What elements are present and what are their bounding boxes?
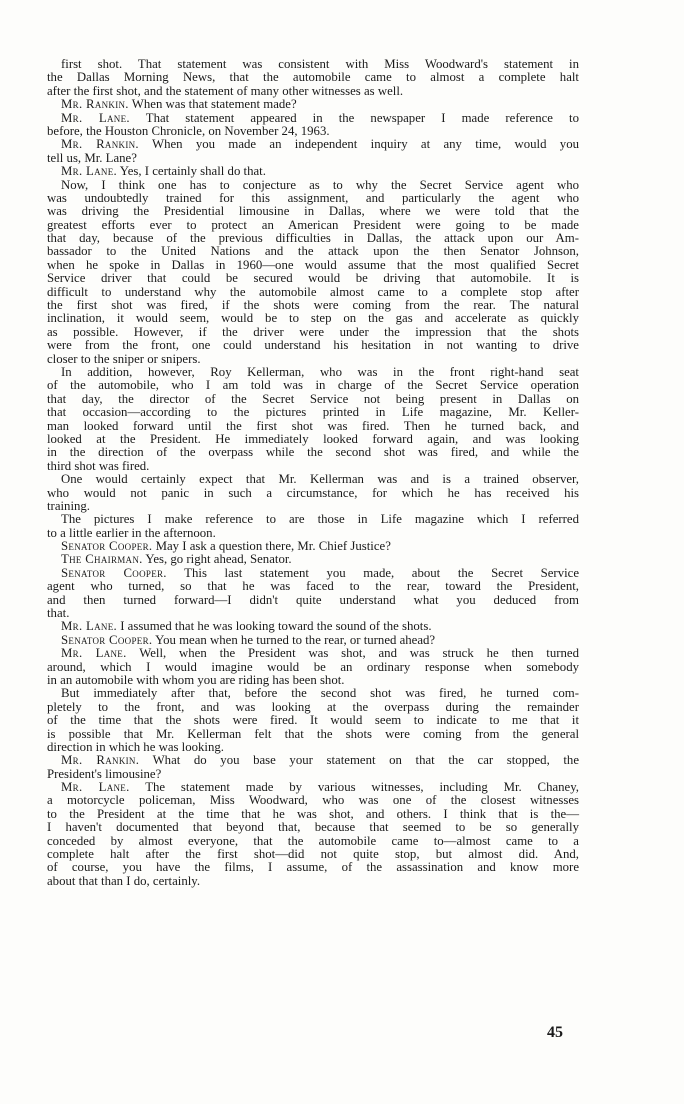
- text-line: [47, 112, 579, 125]
- text-line: [47, 768, 579, 781]
- line-text: bassador to the United Nations and the attack upon the then Senator Johnson,: [47, 244, 579, 259]
- text-line: [47, 794, 579, 807]
- speaker-name: Mr. Rankin.: [61, 753, 140, 768]
- text-line: [47, 848, 579, 861]
- speaker-name: Mr. Rankin.: [61, 97, 129, 112]
- text-line: [47, 165, 579, 178]
- paragraph: [47, 58, 579, 98]
- text-line: [47, 286, 579, 299]
- line-text: difficult to understand why the automobile almost came to a complete stop after: [47, 284, 579, 299]
- text-line: [47, 513, 579, 526]
- line-text: closer to the sniper or snipers.: [47, 351, 201, 366]
- text-line: [47, 607, 579, 620]
- line-text: as possible. However, if the driver were under the impression that the shots: [47, 324, 579, 339]
- text-line: [47, 85, 579, 98]
- text-line: [47, 674, 579, 687]
- text-line: [47, 594, 579, 607]
- text-line: [47, 567, 579, 580]
- paragraph: [47, 179, 579, 366]
- speaker-name: Mr. Lane.: [61, 164, 117, 179]
- speaker-name: Senator Cooper.: [61, 632, 153, 647]
- text-line: [47, 205, 579, 218]
- line-text: Service driver that could be secured would be driving that automobile. It is: [47, 271, 579, 286]
- line-text: You mean when he turned to the rear, or turned ahead?: [155, 632, 436, 647]
- text-line: [47, 125, 579, 138]
- line-text: One would certainly expect that Mr. Kellerman was and is a trained observer,: [61, 472, 579, 487]
- line-text: to the President at the time that he was shot, and others. I think that is the—: [47, 806, 579, 821]
- line-text: the Dallas Morning News, that the automobile came to almost a complete halt: [47, 70, 579, 85]
- line-text: looked at the President. He immediately looked forward again, and was looking: [47, 431, 579, 446]
- text-line: [47, 460, 579, 473]
- line-text: pletely to the front, and was looking at the overpass during the remainder: [47, 699, 579, 714]
- line-text: was driving the Presidential limousine in Dallas, where we were told that the: [47, 204, 579, 219]
- text-line: [47, 299, 579, 312]
- text-line: [47, 687, 579, 700]
- paragraph: [47, 366, 579, 473]
- speaker-name: Mr. Rankin.: [61, 137, 139, 152]
- line-text: That statement appeared in the newspaper I made reference to: [145, 110, 580, 125]
- speaker-name: Senator Cooper.: [61, 565, 167, 580]
- speaker-name: Mr. Lane.: [61, 780, 130, 795]
- text-line: [47, 232, 579, 245]
- line-text: tell us, Mr. Lane?: [47, 150, 137, 165]
- line-text: is possible that Mr. Kellerman felt that the shots were coming from the general: [47, 726, 579, 741]
- line-text: This last statement you made, about the Secret Service: [184, 565, 580, 580]
- line-text: and then turned forward—I didn't quite understand what you deduced from: [47, 592, 579, 607]
- dialogue-paragraph: [47, 634, 579, 647]
- dialogue-paragraph: [47, 138, 579, 165]
- text-line: [47, 406, 579, 419]
- text-line: [47, 808, 579, 821]
- text-line: [47, 219, 579, 232]
- testimony-text: [47, 58, 579, 888]
- text-line: [47, 714, 579, 727]
- text-line: [47, 366, 579, 379]
- line-text: in the direction of the overpass while the second shot was fired, and while the: [47, 445, 579, 460]
- text-line: [47, 272, 579, 285]
- text-line: [47, 245, 579, 258]
- text-line: [47, 353, 579, 366]
- line-text: before, the Houston Chronicle, on November 24, 1963.: [47, 123, 330, 138]
- text-line: [47, 71, 579, 84]
- text-line: [47, 540, 579, 553]
- line-text: that day, the director of the Secret Service not being present in Dallas on: [47, 391, 579, 406]
- text-line: [47, 259, 579, 272]
- line-text: When was that statement made?: [131, 97, 297, 112]
- line-text: a motorcycle policeman, Miss Woodward, who was one of the closest witnesses: [47, 793, 579, 808]
- text-line: [47, 821, 579, 834]
- dialogue-paragraph: [47, 781, 579, 888]
- text-line: [47, 138, 579, 151]
- line-text: man looked forward until the first shot was fired. Then he turned back, and: [47, 418, 579, 433]
- dialogue-paragraph: [47, 754, 579, 781]
- text-line: [47, 835, 579, 848]
- text-line: [47, 701, 579, 714]
- line-text: who would not panic in such a circumstance, for which he has received his: [47, 485, 579, 500]
- line-text: inclination, it would seem, would be to step on the gas and accelerate as quickly: [47, 311, 579, 326]
- line-text: of the automobile, who I am told was in charge of the Secret Service operation: [47, 378, 579, 393]
- text-line: [47, 179, 579, 192]
- line-text: The statement made by various witnesses, including Mr. Chaney,: [145, 780, 580, 795]
- line-text: first shot. That statement was consistent with Miss Woodward's statement in: [61, 57, 579, 71]
- line-text: I haven't documented that beyond that, because that seemed to be so generally: [47, 820, 579, 835]
- paragraph: [47, 473, 579, 513]
- line-text: that occasion—according to the pictures printed in Life magazine, Mr. Keller-: [47, 405, 579, 420]
- text-line: [47, 781, 579, 794]
- line-text: President's limousine?: [47, 766, 162, 781]
- line-text: were from the front, one could understand his hesitation in not wanting to drive: [47, 338, 579, 353]
- text-line: [47, 875, 579, 888]
- line-text: complete halt after the first shot—did not quite stop, but almost did. And,: [47, 847, 579, 862]
- line-text: Well, when the President was shot, and was struck he then turned: [139, 646, 579, 661]
- text-line: [47, 580, 579, 593]
- line-text: the first shot was fired, if the shots were coming from the rear. The natural: [47, 298, 579, 313]
- line-text: in an automobile with whom you are riding has been shot.: [47, 672, 345, 687]
- line-text: third shot was fired.: [47, 458, 150, 473]
- line-text: to a little earlier in the afternoon.: [47, 525, 216, 540]
- line-text: of the time that the shots were fired. It would seem to indicate to me that it: [47, 713, 579, 728]
- line-text: What do you base your statement on that the car stopped, the: [152, 753, 580, 768]
- dialogue-paragraph: [47, 553, 579, 566]
- line-text: Now, I think one has to conjecture as to why the Secret Service agent who: [61, 177, 579, 192]
- text-line: [47, 634, 579, 647]
- text-line: [47, 861, 579, 874]
- line-text: The pictures I make reference to are those in Life magazine which I referred: [61, 512, 579, 527]
- line-text: that.: [47, 606, 70, 621]
- dialogue-paragraph: [47, 620, 579, 633]
- text-line: [47, 553, 579, 566]
- text-line: [47, 500, 579, 513]
- speaker-name: The Chairman.: [61, 552, 143, 567]
- line-text: greatest efforts ever to protect an American President were going to be made: [47, 217, 579, 232]
- line-text: agent who turned, so that he was faced to the rear, toward the President,: [47, 579, 579, 594]
- text-line: [47, 326, 579, 339]
- text-line: [47, 446, 579, 459]
- line-text: of course, you have the films, I assume, of the assassination and know more: [47, 860, 579, 875]
- line-text: In addition, however, Roy Kellerman, who was in the front right-hand seat: [61, 364, 579, 379]
- text-line: [47, 527, 579, 540]
- text-line: [47, 98, 579, 111]
- line-text: about that than I do, certainly.: [47, 873, 201, 888]
- line-text: that day, because of the previous difficulties in Dallas, the attack upon our Am-: [47, 231, 579, 246]
- speaker-name: Mr. Lane.: [61, 619, 117, 634]
- text-line: [47, 473, 579, 486]
- text-line: [47, 192, 579, 205]
- speaker-name: Senator Cooper.: [61, 539, 153, 554]
- line-text: When you made an independent inquiry at any time, would you: [152, 137, 580, 152]
- text-line: [47, 661, 579, 674]
- text-line: [47, 728, 579, 741]
- line-text: around, which I would imagine would be an ordinary response when somebody: [47, 659, 579, 674]
- text-line: [47, 620, 579, 633]
- line-text: May I ask a question there, Mr. Chief Justice?: [155, 539, 391, 554]
- dialogue-paragraph: [47, 98, 579, 111]
- speaker-name: Mr. Lane.: [61, 646, 127, 661]
- text-line: [47, 487, 579, 500]
- dialogue-paragraph: [47, 540, 579, 553]
- speaker-name: Mr. Lane.: [61, 110, 130, 125]
- paragraph: [47, 687, 579, 754]
- paragraph: [47, 513, 579, 540]
- line-text: was undoubtedly trained for this assignment, and particularly the agent who: [47, 190, 579, 205]
- text-line: [47, 58, 579, 71]
- text-line: [47, 420, 579, 433]
- line-text: Yes, go right ahead, Senator.: [145, 552, 292, 567]
- text-line: [47, 741, 579, 754]
- line-text: when he spoke in Dallas in 1960—one would assume that the most qualified Secret: [47, 257, 579, 272]
- dialogue-paragraph: [47, 112, 579, 139]
- line-text: direction in which he was looking.: [47, 739, 224, 754]
- line-text: But immediately after that, before the second shot was fired, he turned com-: [61, 686, 579, 701]
- text-line: [47, 152, 579, 165]
- dialogue-paragraph: [47, 567, 579, 621]
- line-text: training.: [47, 498, 91, 513]
- text-line: [47, 339, 579, 352]
- line-text: Yes, I certainly shall do that.: [119, 164, 266, 179]
- dialogue-paragraph: [47, 647, 579, 687]
- line-text: after the first shot, and the statement of many other witnesses as well.: [47, 83, 404, 98]
- text-line: [47, 379, 579, 392]
- text-line: [47, 433, 579, 446]
- text-line: [47, 393, 579, 406]
- text-line: [47, 754, 579, 767]
- text-line: [47, 312, 579, 325]
- text-line: [47, 647, 579, 660]
- dialogue-paragraph: [47, 165, 579, 178]
- page-number: 45: [547, 1024, 563, 1041]
- line-text: I assumed that he was looking toward the sound of the shots.: [120, 619, 432, 634]
- line-text: conceded by almost everyone, that the automobile came to—almost came to a: [47, 833, 579, 848]
